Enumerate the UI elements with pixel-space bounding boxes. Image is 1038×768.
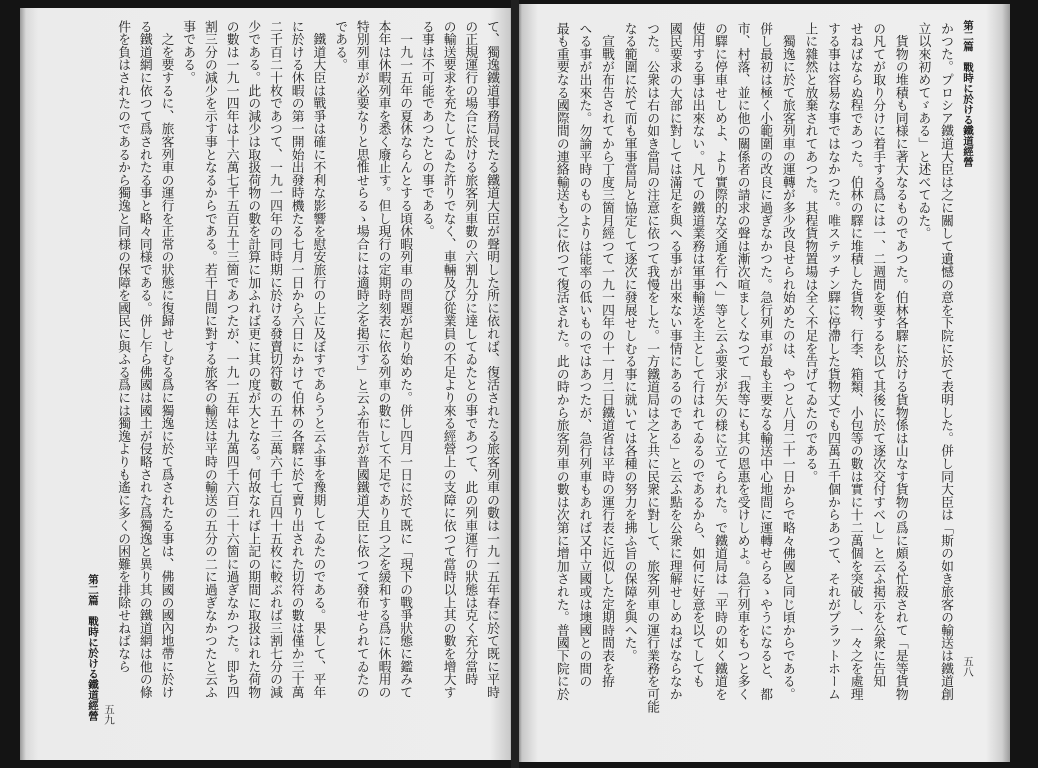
left-running-header: 第二篇 戰時に於ける鐵道經營 [87, 574, 99, 721]
text-column: なる範圍に於て而も軍事當局と協定して逐次に發展せしむる事に就いては各種の努力を拂ふ旨の保障を與へた。 [621, 22, 637, 662]
text-column: 上に雜然と放棄されてあつた。其程貨物置場は全く不足を告げてゐたのである。 [802, 22, 818, 483]
text-column: の輸送要求を充たしてゐた許りでなく、車輛及び從業員の不足より來る經營上の支障に依つて當時以上其の數を增大す [440, 20, 456, 699]
text-column: の數は一九一四年は十六萬七千五百五十三箇であつたが、一九一五年は九萬四千六百二十六箇に過ぎなかつた。即ち四 [223, 20, 239, 699]
text-column: 併し最初は極く小範圍の改良に過ぎなかつた。急行列車が最も主要なる輸送中心地間に運轉せらるゝやうになると、都 [757, 22, 773, 701]
right-running-header: 第二篇 戰時に於ける鐵道經營 [962, 20, 974, 167]
text-column: 特別列車が必要なりと思惟せらるゝ場合には適時之を掲示す」と云ふ布告が普國鐵道大臣に依つて發布せられてゐたの [353, 20, 369, 699]
right-page-number: 五八 [962, 656, 974, 677]
gutter [511, 0, 519, 768]
text-column: かつた。プロシア鐵道大臣は之に關して遺憾の意を下院に於て表明した。併し同大臣は「斯の如き旅客の輸送は鐵道創 [938, 22, 953, 701]
text-column: る鐵道網に依つて爲されたる事と略々同様である。併し乍ら佛國は國土が侵略された爲獨逸と異り其の鐵道網は他の條 [136, 20, 152, 699]
text-column: する事は容易な事ではなかつた。唯ステッチン驛に停滯した貨物丈でも四萬五千個からあつて、それがプラットホーム [825, 22, 840, 701]
text-column: つた。公衆は右の如き當局の注意に依つて我慢をした。一方鐵道局は之と共に民衆に對して、旅客列車の運行業務を可能 [644, 22, 660, 714]
text-column: 市、村落、並に他の關係者の請求の聲は漸次喧ましくなつて「我等にも其の恩惠を受けしめよ。急行列車をもつと多く [734, 22, 750, 701]
text-column: 立以來初めてゞある」と述べてゐた。 [915, 22, 931, 240]
text-column: せねばならぬ程であつた。伯林の驛に堆積した貨物、行李、箱類、小包等の數は實に十二萬個を突破し、一々之を處理 [847, 22, 863, 701]
text-column: て、獨逸鐵道事務局長たる鐵道大臣が聲明した所に依れば、復活されたる旅客列車の數は一九一五年春に於て既に平時 [484, 20, 499, 699]
text-column: る事は不可能であつたとの事である。 [418, 20, 434, 238]
text-column: である。 [332, 20, 348, 72]
text-column: 少である。此の減少は取扱荷物の數を計算に加ふれば更に其の度が大となる。何故なれば上記の期間に取扱はれた荷物 [245, 20, 261, 699]
left-page-number: 五九 [103, 704, 115, 725]
text-column: の凡てが取り分けに着手する爲には一、二週間を要するを以て其後に於て逐次交付すべし」と云ふ掲示を公衆に告知 [870, 22, 886, 688]
text-column: 鐵道大臣は戰爭は確に不利な影響を慰安旅行の上に及ぼすであらうと云ふ事を豫期してゐたのである。果して、平年 [310, 20, 326, 699]
text-column: 一九一五年の夏休ならんとする頃休暇列車の問題が起り始めた。併し四月一日に於て既に「現下の戰爭狀態に鑑みて [397, 20, 413, 699]
text-column: 國民要求の大部に對しては滿足を與へる事が出來ない事情にあるのである」と云ふ點を公衆に理解せしめねばならなか [666, 22, 682, 701]
text-column: 件を負はされたのであるから獨逸と同様の保障を國民に與ふる爲には獨逸よりも遙に多くの困難を排除せねばなら [115, 20, 131, 673]
text-column: 二千百二十枚であつて、一九一四年の同時期に於ける發賣切符數の五十三萬六千七百四十五枚に較ぶれば三割七分の減 [267, 20, 282, 699]
left-page [20, 8, 512, 760]
text-column: 宣戰が布告されてから丁度三箇月經つて一九一四年の十一月二日鐵道省は平時の運行表に近似した定期時間表を拵 [599, 22, 614, 688]
text-column: 割三分の減少を示す事となるからである。若干日間に對する旅客の輸送は平時の輸送の五分の二に過ぎなかつたと云ふ [201, 20, 217, 699]
text-column: 本年は休暇列車を悉く廢止す。但し現行の定期時刻表に依る列車の數にして不足であり且つ之を緩和する爲に休暇用の [375, 20, 391, 699]
text-column: 之を要するに、旅客列車の運行を正常の狀態に復歸せしむる爲に獨逸に於て爲されたる事は、佛國の國內地帶に於け [158, 20, 174, 699]
text-column: へる事が出來た。勿論平時のものよりは能率の低いものではあつたが、急行列車もあれば又中立國或は墺國との間の [576, 22, 592, 688]
text-column: 貨物の堆積も同様に著大なるものであつた。伯林各驛に於ける貨物係は山なす貨物の爲に頗る忙殺されて「是等貨物 [892, 22, 908, 701]
text-column: 事である。 [180, 20, 196, 84]
text-column: 使用する事は出來ない。凡ての鐵道業務は軍事輸送を主として行はれてゐるのであるから、如何に好意を以てしても [689, 22, 705, 688]
right-page [518, 4, 1010, 762]
text-column: の驛に停車せしめよ、より實際的な交通を行へ」等と云ふ要求が矢の様に立てられた。で鐵道局は「平時の如く鐵道を [712, 22, 727, 701]
text-column: に於ける休暇の第一開始出發時機たる七月一日から六日にかけて伯林の各驛に於て賣り出された切符の數は僅か三十萬 [288, 20, 304, 699]
text-column: の正規運行の場合に於ける旅客列車數の六割九分に達してゐたとの事であつて、此の列車運行の狀態は克く充分當時 [462, 20, 478, 686]
text-column: 獨逸に於て旅客列車の運轉が多少改良せられ始めたのは、やつと八月二十一日からで略々佛國と同じ頃からである。 [779, 22, 795, 701]
text-column: 最も重要なる國際間の連絡輸送も之に依つて復活された。此の時から旅客列車の數は次第に增加された。普國下院に於 [553, 22, 569, 701]
